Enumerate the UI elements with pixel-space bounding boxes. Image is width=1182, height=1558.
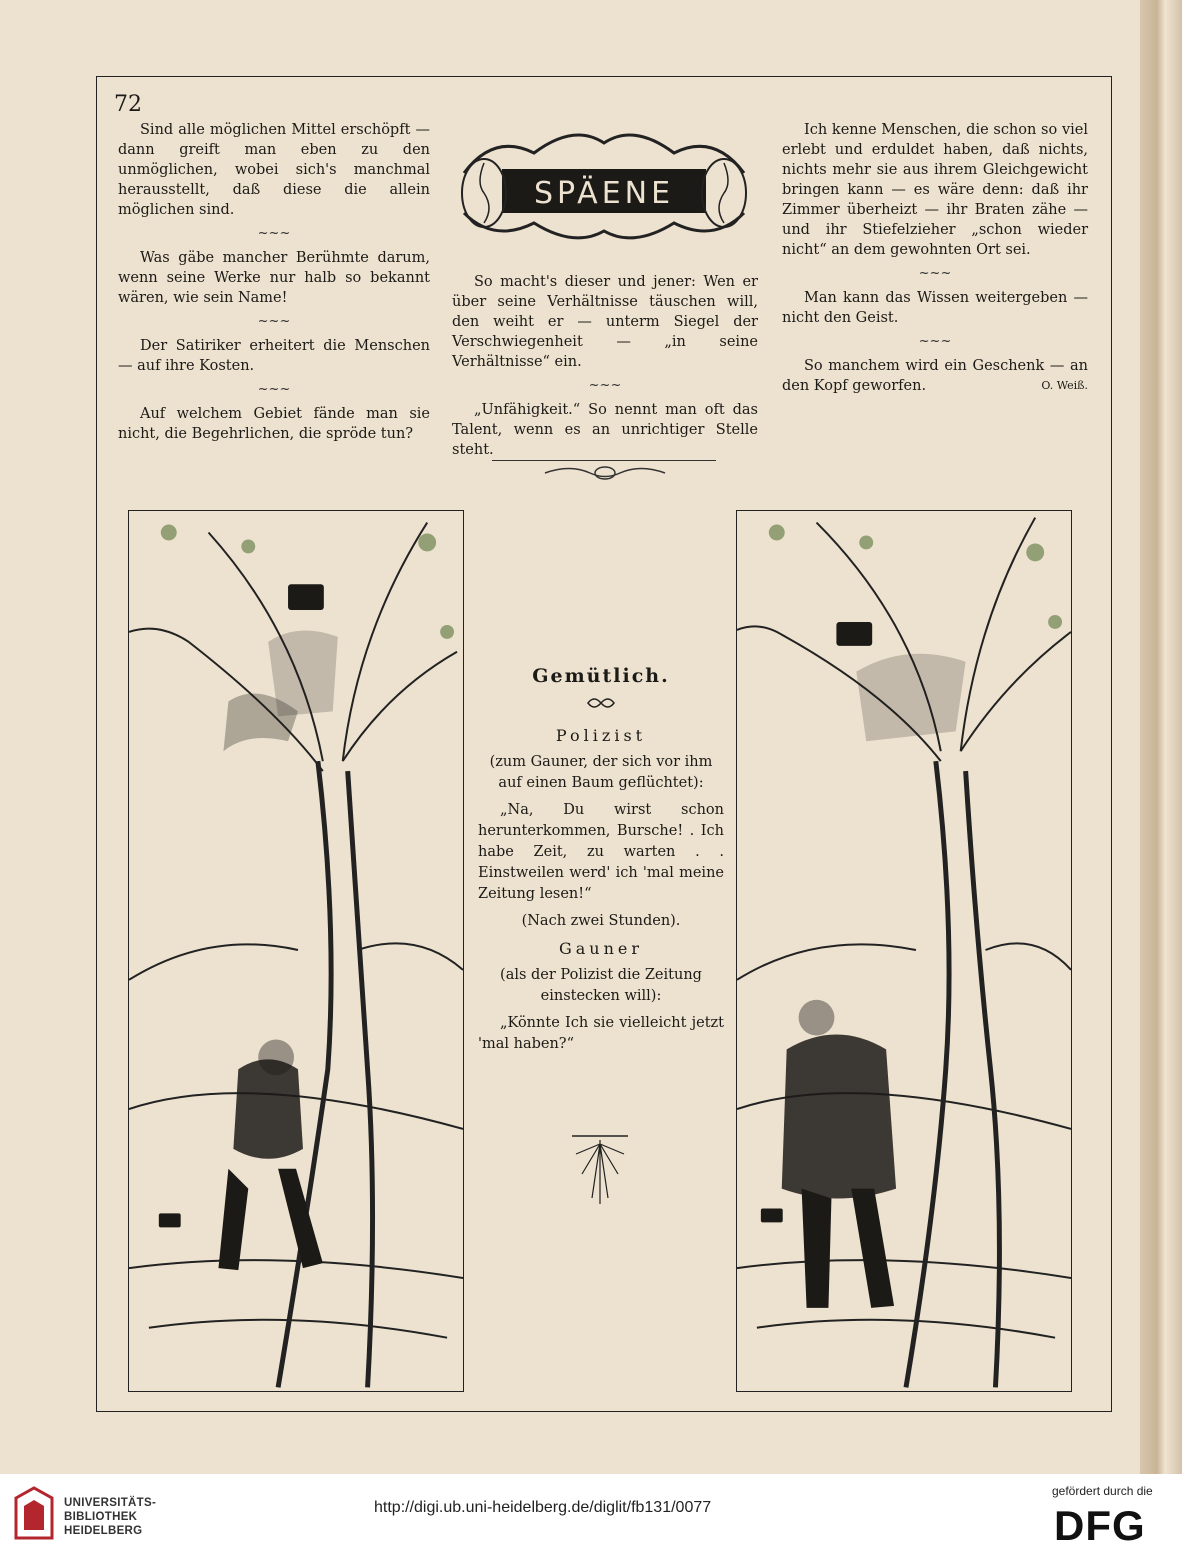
aphorism-9-text: So manchem wird ein Geschenk — an den Kopf geworfen. — [782, 358, 1088, 394]
section-rule — [492, 460, 716, 461]
stage-direction-1: (zum Gauner, der sich vor ihm auf einen Baum geflüchtet): — [489, 754, 713, 791]
aphorism-6: „Unfähigkeit.“ So nennt man oft das Talent, wenn es an unrichtiger Stelle steht. — [452, 402, 758, 458]
separator: ~~~ — [257, 226, 291, 241]
author-signature: O. Weiß. — [1041, 379, 1088, 392]
speaker-polizist: Polizist — [555, 726, 647, 745]
dfg-logo[interactable]: DFG — [1054, 1502, 1146, 1549]
end-vignette — [568, 1134, 632, 1206]
middle-column — [452, 272, 758, 460]
aphorism-1: Sind alle möglichen Mittel erschöpft — dann greift man eben zu den unmöglichen, wobei sich's manchmal herausstellt, daß diese die allein möglichen sind. — [118, 122, 430, 218]
aphorism-5: So macht's dieser und jener: Wen er über seine Verhältnisse täuschen will, den weiht er — unterm Siegel der Verschwiegenheit — „in seine Verhältnisse“ ein. — [452, 274, 758, 370]
aphorism-2: Was gäbe mancher Berühmte darum, wenn seine Werke nur halb so bekannt wären, wie sein Name! — [118, 250, 430, 306]
divider-ornament — [540, 462, 670, 484]
separator: ~~~ — [588, 378, 622, 393]
stage-direction-2: (Nach zwei Stunden). — [521, 913, 681, 929]
illustration-left-panel — [128, 510, 464, 1392]
poem-block — [478, 666, 724, 1061]
separator: ~~~ — [257, 314, 291, 329]
illustration-right-panel — [736, 510, 1072, 1392]
poem-line-1: „Na, Du wirst schon herunterkommen, Bursche! . Ich habe Zeit, zu warten . . Einstweilen werd' ich 'mal meine Zeitung lesen!“ — [478, 802, 724, 902]
illustration-right — [737, 511, 1071, 1391]
page-edge — [1140, 0, 1182, 1474]
fleuron-icon — [586, 695, 616, 711]
aphorism-4: Auf welchem Gebiet fände man sie nicht, die Begehrlichen, die spröde tun? — [118, 406, 430, 442]
page-number: 72 — [114, 92, 142, 117]
aphorism-8: Man kann das Wissen weitergeben — nicht den Geist. — [782, 290, 1088, 326]
library-line-1: UNIVERSITÄTS- — [64, 1497, 157, 1509]
right-column — [782, 120, 1088, 396]
library-line-3: HEIDELBERG — [64, 1525, 143, 1537]
poem-title: Gemütlich. — [532, 665, 670, 687]
stage-direction-3: (als der Polizist die Zeitung einstecken will): — [500, 967, 702, 1004]
library-name[interactable] — [64, 1496, 156, 1538]
poem-line-2: „Könnte Ich sie vielleicht jetzt 'mal haben?“ — [478, 1015, 724, 1052]
ub-heidelberg-logo-icon[interactable] — [14, 1486, 54, 1542]
separator: ~~~ — [918, 266, 952, 281]
funding-caption: gefördert durch die — [1052, 1484, 1153, 1498]
illustration-left — [129, 511, 463, 1391]
library-line-2: BIBLIOTHEK — [64, 1511, 138, 1523]
left-column — [118, 120, 430, 444]
spaene-logo-text: SPÄENE — [533, 176, 675, 211]
separator: ~~~ — [257, 382, 291, 397]
speaker-gauner: Gauner — [558, 939, 644, 958]
aphorism-7: Ich kenne Menschen, die schon so viel erlebt und erduldet haben, daß nichts, nichts mehr sie aus ihrem Gleichgewicht bringen kann — es wäre denn: daß ihr Zimmer überheizt — ihr Braten zähe — und ihr Stiefelzieher „schon wieder nicht“ an dem gewohnten Ort sei. — [782, 122, 1088, 258]
aphorism-9 — [782, 356, 1088, 396]
spaene-header-ornament — [454, 113, 754, 253]
aphorism-3: Der Satiriker erheitert die Menschen — auf ihre Kosten. — [118, 338, 430, 374]
separator: ~~~ — [918, 334, 952, 349]
permalink-url[interactable]: http://digi.ub.uni-heidelberg.de/diglit/fb131/0077 — [374, 1499, 712, 1516]
